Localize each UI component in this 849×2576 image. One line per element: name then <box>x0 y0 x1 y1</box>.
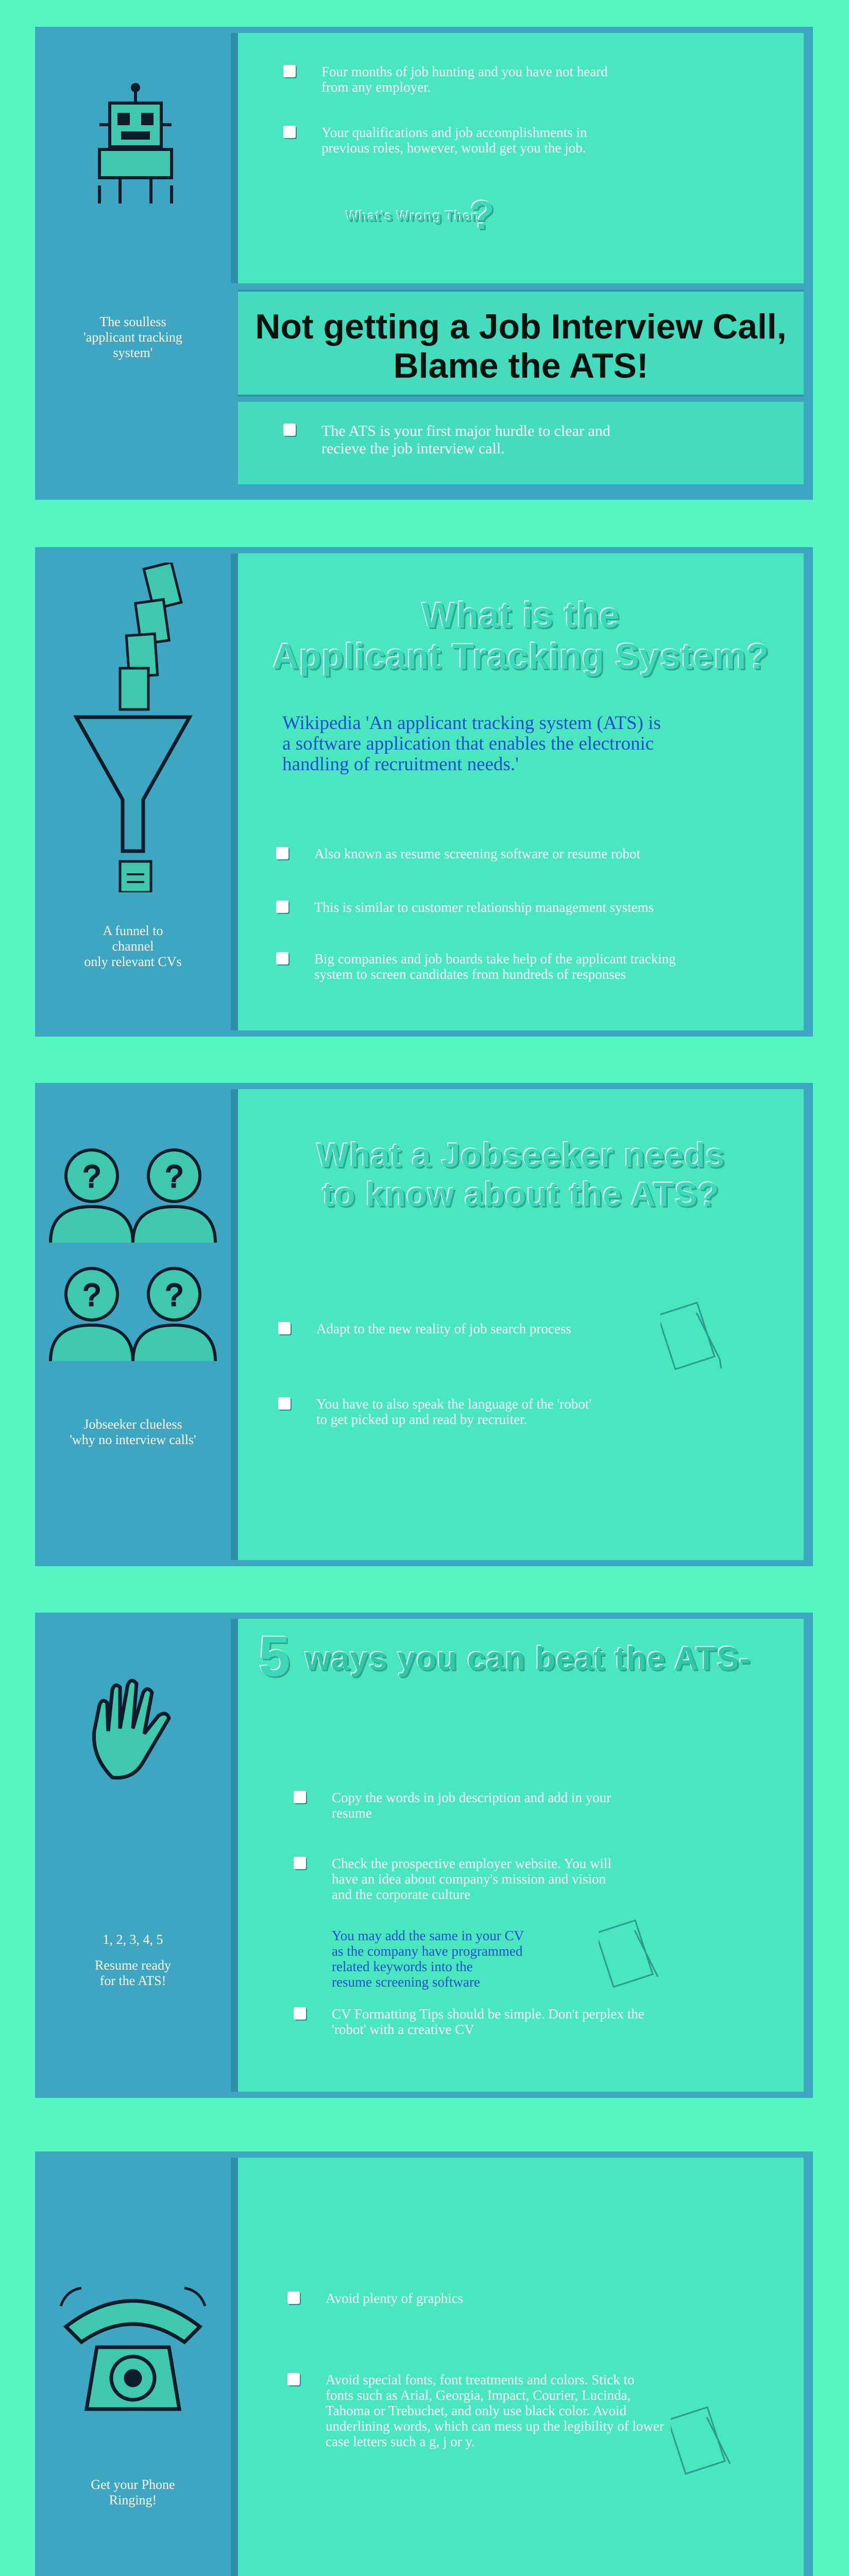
robot-icon <box>84 82 187 211</box>
funnel-icon <box>71 563 195 892</box>
jobseeker-caption: Jobseeker clueless 'why no interview calls' <box>70 1417 196 1447</box>
phone-caption: Get your Phone Ringing! <box>91 2477 175 2507</box>
funnel-caption: A funnel to channel only relevant CVs <box>84 923 182 969</box>
bullet-item: CV Formatting Tips should be simple. Don't perplex the 'robot' with a creative CV <box>332 2006 644 2037</box>
keyword-note: You may add the same in your CV as the company have programmed related keywords into the resume screening software <box>332 1928 524 1990</box>
sidebar-panel <box>35 1613 231 2098</box>
svg-text:?: ? <box>165 1159 183 1194</box>
telephone-icon <box>56 2285 210 2419</box>
section-jobseeker <box>35 1083 813 1566</box>
bullet-box-icon <box>276 952 288 964</box>
headline-text: Not getting a Job Interview Call, Blame the ATS! <box>255 307 787 385</box>
resume-ready-caption: Resume ready for the ATS! <box>94 1958 171 1988</box>
bullet-box-icon <box>294 1791 306 1803</box>
intro-card <box>231 33 804 283</box>
section-ats-intro <box>35 27 813 500</box>
sidebar-panel <box>35 2151 231 2576</box>
headline-banner <box>238 290 804 397</box>
document-pen-icon <box>671 2402 738 2479</box>
bullet-item: Also known as resume screening software or resume robot <box>314 846 640 861</box>
five-number: 5 <box>259 1625 291 1688</box>
bullet-box-icon <box>287 2373 300 2385</box>
whats-wrong-text: What's Wrong Then <box>346 208 480 224</box>
section-title: ways you can beat the ATS- <box>305 1640 751 1677</box>
ats-hurdle-card <box>238 402 804 484</box>
bullet-item: Avoid plenty of graphics <box>326 2291 463 2306</box>
section-what-is-ats <box>35 547 813 1037</box>
formatting-card <box>231 2158 804 2576</box>
bullet-item: This is similar to customer relationship management systems <box>314 900 654 915</box>
bullet-item: Adapt to the new reality of job search process <box>316 1321 571 1336</box>
bullet-item: Your qualifications and job accomplishments in previous roles, however, would get you the job. <box>321 125 587 156</box>
svg-text:?: ? <box>83 1278 100 1312</box>
sidebar-panel <box>35 547 231 1037</box>
bullet-item: You have to also speak the language of the 'robot' to get picked up and read by recruiter. <box>316 1396 591 1427</box>
bullet-box-icon <box>278 1322 291 1334</box>
sidebar-panel <box>35 27 231 500</box>
question-mark-icon: ? <box>470 192 495 238</box>
section-title: What a Jobseeker needs to know about the ATS? <box>316 1136 725 1213</box>
bullet-box-icon <box>278 1397 291 1410</box>
confused-people-icon <box>45 1134 220 1371</box>
bullet-box-icon <box>283 423 296 436</box>
section-title: What is the Applicant Tracking System? <box>273 595 769 676</box>
bullet-item: Copy the words in job description and add in your resume <box>332 1790 611 1821</box>
wikipedia-quote: Wikipedia 'An applicant tracking system (ATS) is a software application that enables the electronic handling of recruitment needs.' <box>282 713 661 775</box>
bullet-item: Avoid special fonts, font treatments and colors. Stick to fonts such as Arial, Georgia, Impact, Courier, Lucinda, Tahoma or Trebuchet, and only use black color. Avoid underlining words, which can mess up the legibility of lower case letters such a g, j or y. <box>326 2372 664 2449</box>
five-ways-card <box>231 1619 804 2092</box>
bullet-box-icon <box>294 1857 306 1869</box>
jobseeker-card <box>231 1089 804 1560</box>
bullet-box-icon <box>276 847 288 859</box>
document-pen-icon <box>599 1915 666 1992</box>
svg-text:?: ? <box>165 1278 183 1312</box>
section-5-ways <box>35 1613 813 2098</box>
robot-caption: The soulless 'applicant tracking system' <box>83 314 182 360</box>
bullet-item: The ATS is your first major hurdle to clear and recieve the job interview call. <box>321 422 610 457</box>
bullet-box-icon <box>283 126 296 138</box>
bullet-box-icon <box>283 65 296 77</box>
svg-text:?: ? <box>83 1159 100 1194</box>
hand-icon <box>81 1674 184 1788</box>
bullet-box-icon <box>287 2292 300 2304</box>
bullet-item: Check the prospective employer website. You will have an idea about company's mission and vision and the corporate culture <box>332 1856 612 1902</box>
section-formatting <box>35 2151 813 2576</box>
document-pen-icon <box>660 1297 727 1375</box>
ats-definition-card <box>231 553 804 1030</box>
bullet-item: Four months of job hunting and you have not heard from any employer. <box>321 64 608 95</box>
steps-numbers: 1, 2, 3, 4, 5 <box>103 1932 163 1947</box>
bullet-item: Big companies and job boards take help of the applicant tracking system to screen candidates from hundreds of responses <box>314 951 676 982</box>
bullet-box-icon <box>276 901 288 913</box>
sidebar-panel <box>35 1083 231 1566</box>
bullet-box-icon <box>294 2007 306 2020</box>
